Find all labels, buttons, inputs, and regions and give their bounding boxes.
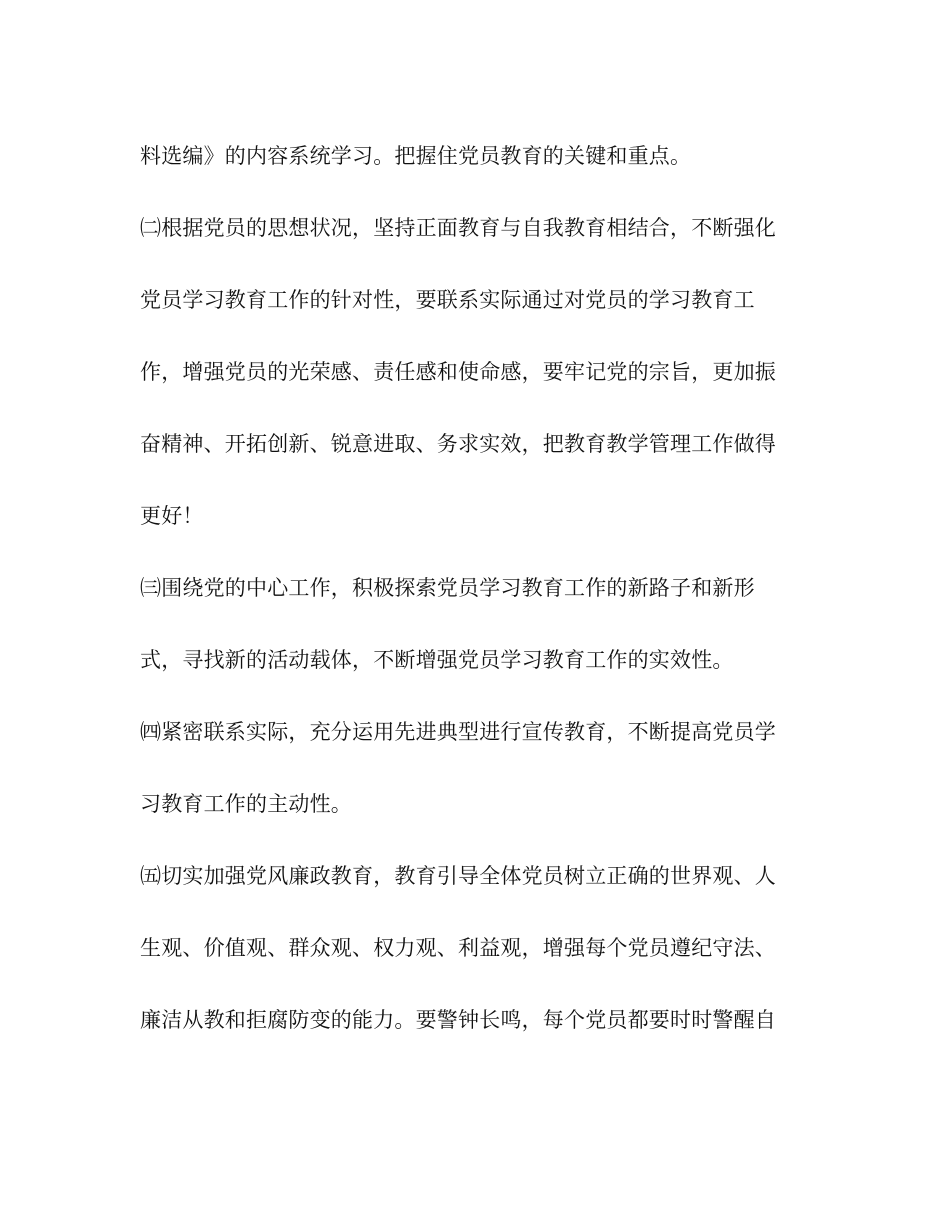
text-line-2: ㈡根据党员的思想状况，坚持正面教育与自我教育相结合，不断强化 xyxy=(140,216,776,240)
text-line-5: 奋精神、开拓创新、锐意进取、务求实效，把教育教学管理工作做得 xyxy=(140,432,776,456)
text-line-3: 党员学习教育工作的针对性，要联系实际通过对党员的学习教育工 xyxy=(140,288,755,312)
text-line-7: ㈢围绕党的中心工作，积极探索党员学习教育工作的新路子和新形 xyxy=(140,576,755,600)
text-line-13: 廉洁从教和拒腐防变的能力。要警钟长鸣，每个党员都要时时警醒自 xyxy=(140,1008,776,1032)
text-line-8: 式，寻找新的活动载体，不断增强党员学习教育工作的实效性。 xyxy=(140,648,734,672)
text-line-9: ㈣紧密联系实际，充分运用先进典型进行宣传教育，不断提高党员学 xyxy=(140,720,776,744)
text-line-10: 习教育工作的主动性。 xyxy=(140,792,352,816)
text-line-1: 料选编》的内容系统学习。把握住党员教育的关键和重点。 xyxy=(140,144,692,168)
text-line-12: 生观、价值观、群众观、权力观、利益观，增强每个党员遵纪守法、 xyxy=(140,936,776,960)
text-line-4: 作，增强党员的光荣感、责任感和使命感，要牢记党的宗旨，更加振 xyxy=(140,360,776,384)
text-line-11: ㈤切实加强党风廉政教育，教育引导全体党员树立正确的世界观、人 xyxy=(140,864,776,888)
text-line-6: 更好！ xyxy=(140,504,204,528)
